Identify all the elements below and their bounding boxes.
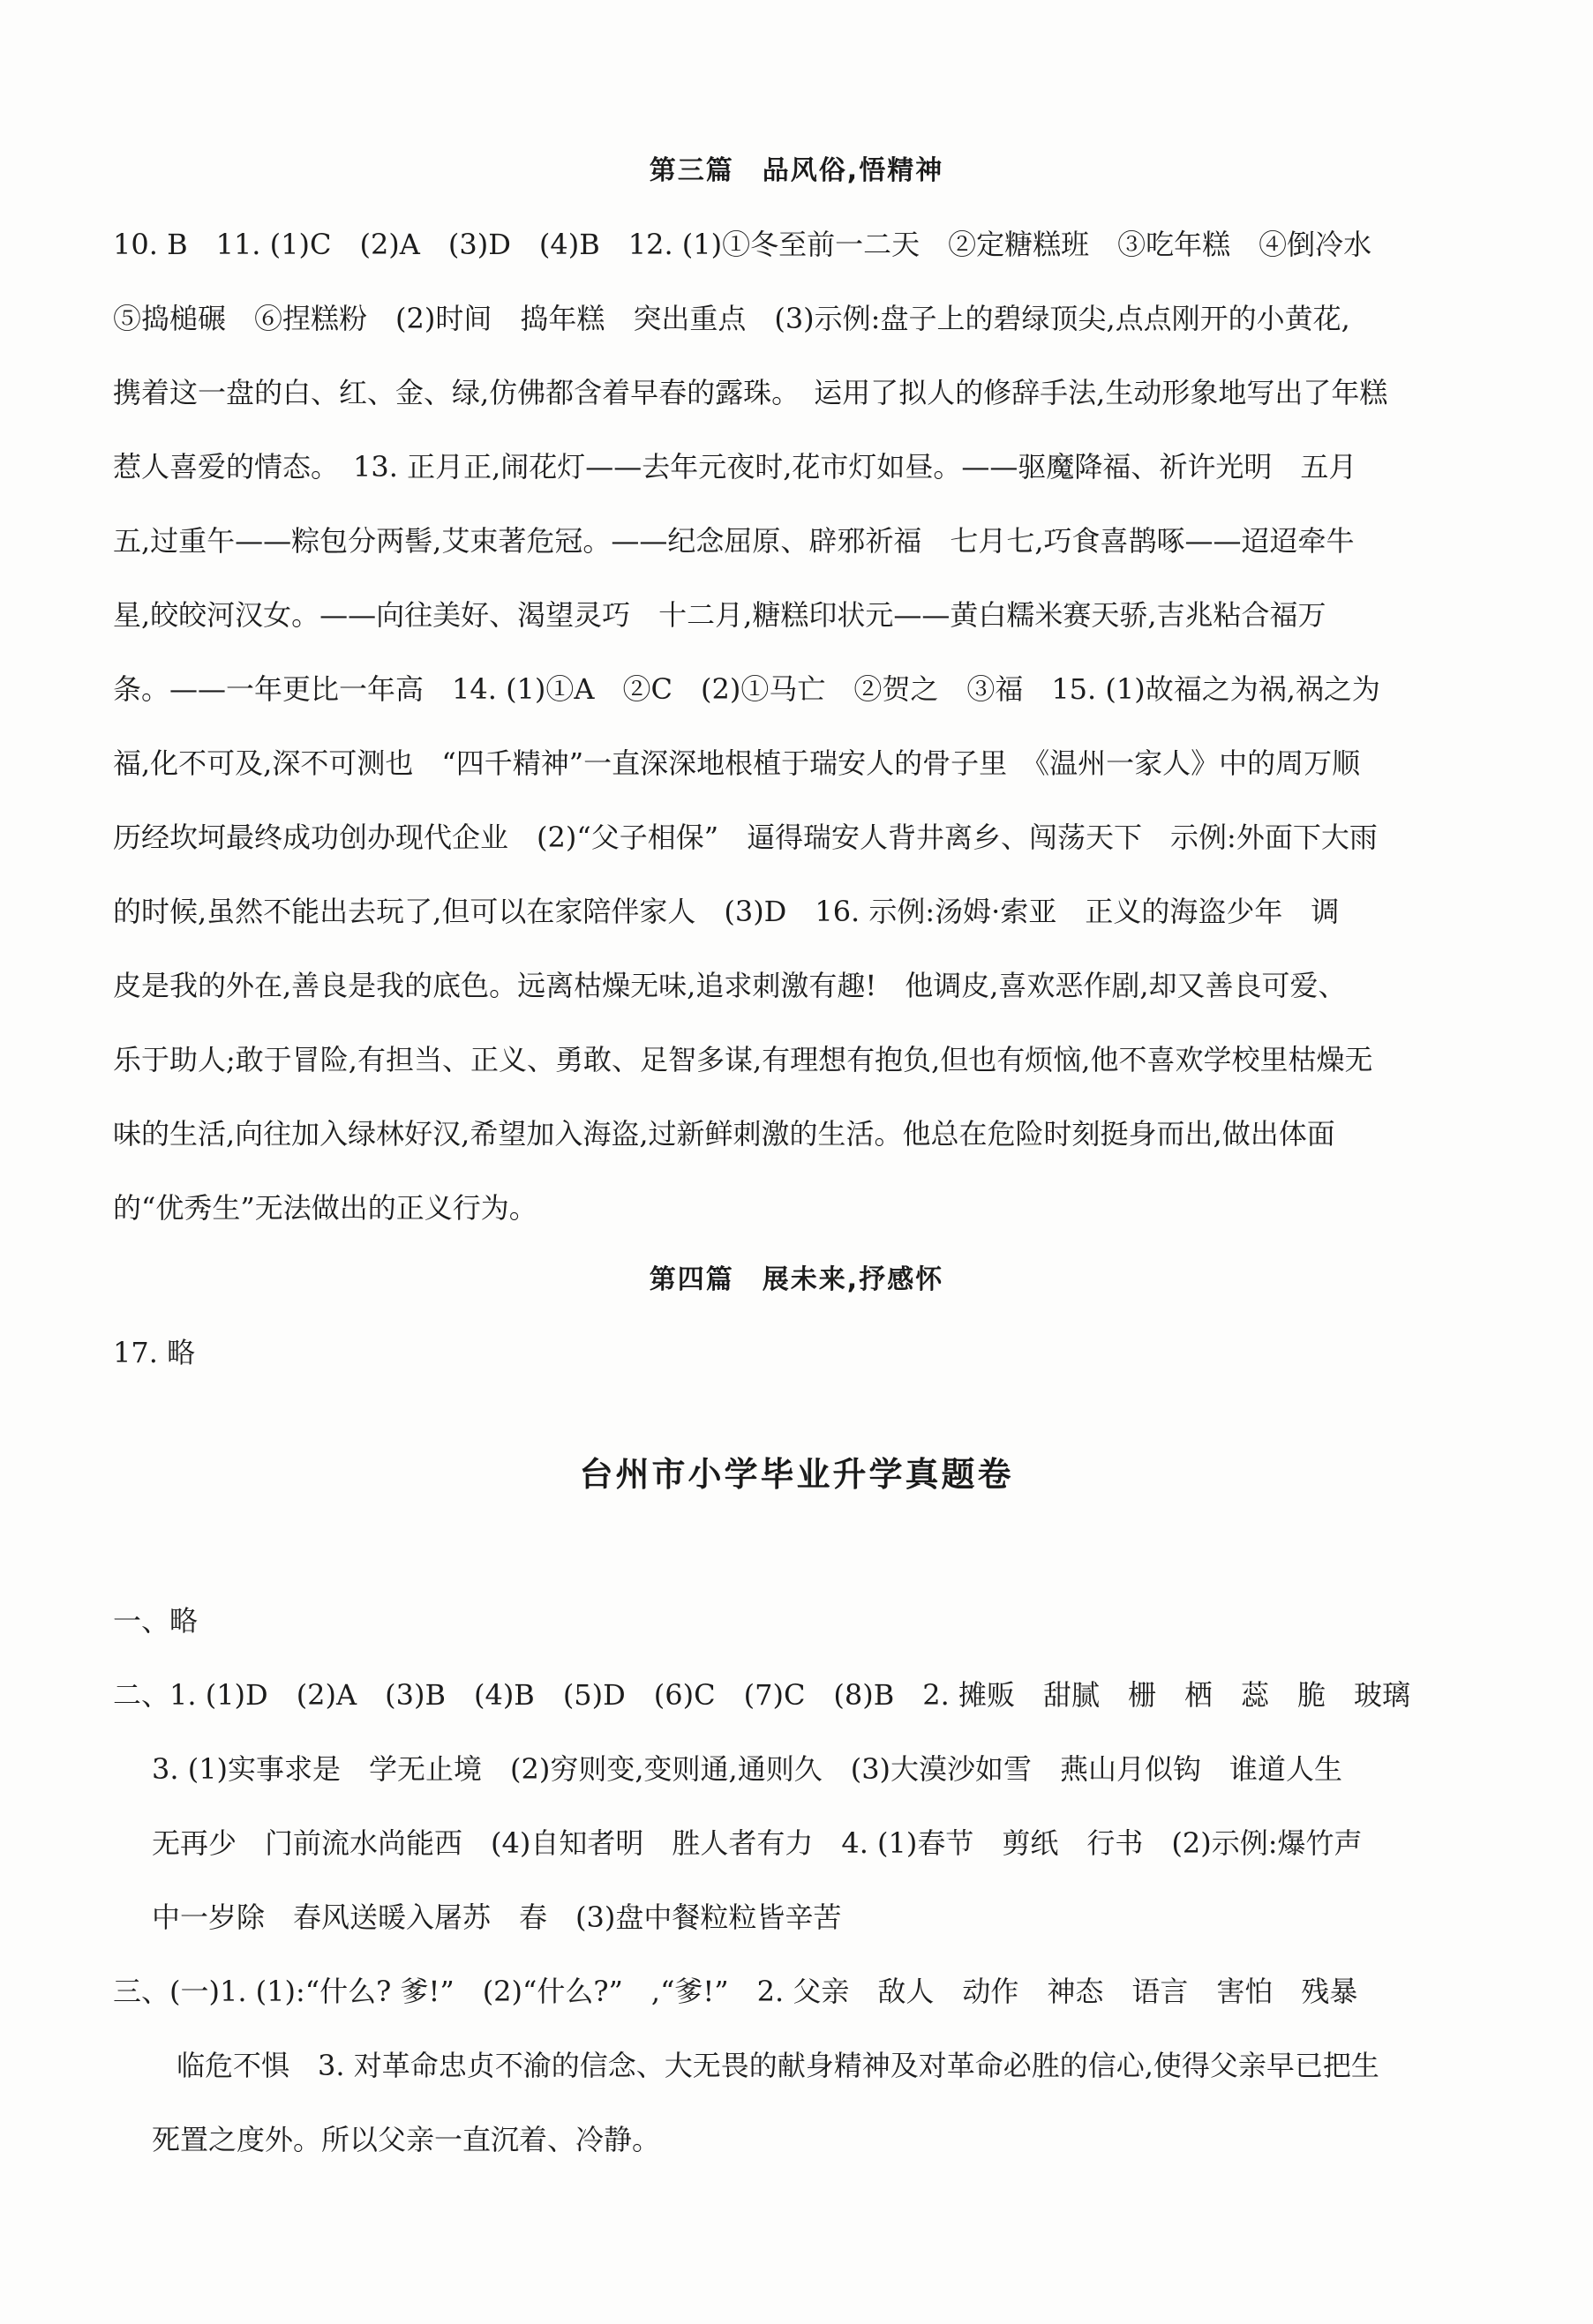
exam-title: 台州市小学毕业升学真题卷 <box>579 1455 1014 1494</box>
answer-line: 条。——一年更比一年高 14. (1)①A ②C (2)①马亡 ②贺之 ③福 15. (1)故福之为祸,祸之为 <box>113 672 1380 706</box>
answer-line: 星,皎皎河汉女。——向往美好、渴望灵巧 十二月,糖糕印状元——黄白糯米赛天骄,吉兆粘合福万 <box>113 598 1326 632</box>
answer-line: 临危不惧 3. 对革命忠贞不渝的信念、大无畏的献身精神及对革命必胜的信心,使得父亲早已把生 <box>177 2049 1379 2082</box>
answer-line: 的时候,虽然不能出去玩了,但可以在家陪伴家人 (3)D 16. 示例:汤姆·索亚 正义的海盗少年 调 <box>113 895 1340 928</box>
answer-line: 三、(一)1. (1):“什么? 爹!” (2)“什么?” ,“爹!” 2. 父亲 敌人 动作 神态 语言 害怕 残暴 <box>113 1975 1358 2008</box>
answer-line: 携着这一盘的白、红、金、绿,仿佛都含着早春的露珠。 运用了拟人的修辞手法,生动形象地写出了年糕 <box>113 376 1388 409</box>
answer-line: 惹人喜爱的情态。 13. 正月正,闹花灯——去年元夜时,花市灯如昼。——驱魔降福、祈许光明 五月 <box>113 450 1357 484</box>
section-title-3: 第三篇 品风俗,悟精神 <box>649 155 944 186</box>
answer-line: 3. (1)实事求是 学无止境 (2)穷则变,变则通,通则久 (3)大漠沙如雪 燕山月似钩 谁道人生 <box>152 1752 1343 1786</box>
answer-line: 五,过重午——粽包分两髻,艾束著危冠。——纪念屈原、辟邪祈福 七月七,巧食喜鹊啄——迢迢牵牛 <box>113 524 1355 558</box>
answer-line: 17. 略 <box>113 1336 196 1369</box>
answer-line: ⑤捣槌碾 ⑥捏糕粉 (2)时间 捣年糕 突出重点 (3)示例:盘子上的碧绿顶尖,点点刚开的小黄花, <box>113 302 1350 335</box>
section-title-4: 第四篇 展未来,抒感怀 <box>649 1264 944 1295</box>
answer-line: 10. B 11. (1)C (2)A (3)D (4)B 12. (1)①冬至前一二天 ②定糖糕班 ③吃年糕 ④倒冷水 <box>113 228 1372 261</box>
answer-line: 历经坎坷最终成功创办现代企业 (2)“父子相保” 逼得瑞安人背井离乡、闯荡天下 示例:外面下大雨 <box>113 821 1378 854</box>
answer-line: 皮是我的外在,善良是我的底色。远离枯燥无味,追求刺激有趣! 他调皮,喜欢恶作剧,却又善良可爱、 <box>113 969 1347 1002</box>
answer-line: 死置之度外。所以父亲一直沉着、冷静。 <box>152 2123 661 2156</box>
answer-line: 的“优秀生”无法做出的正义行为。 <box>113 1191 537 1225</box>
answer-line: 中一岁除 春风送暖入屠苏 春 (3)盘中餐粒粒皆辛苦 <box>152 1900 842 1934</box>
answer-line: 无再少 门前流水尚能西 (4)自知者明 胜人者有力 4. (1)春节 剪纸 行书 (2)示例:爆竹声 <box>152 1826 1363 1860</box>
answer-line: 福,化不可及,深不可测也 “四千精神”一直深深地根植于瑞安人的骨子里 《温州一家人》中的周万顺 <box>113 746 1361 780</box>
answer-line: 二、1. (1)D (2)A (3)B (4)B (5)D (6)C (7)C (8)B 2. 摊贩 甜腻 栅 栖 蕊 脆 玻璃 <box>113 1678 1410 1712</box>
answer-line: 乐于助人;敢于冒险,有担当、正义、勇敢、足智多谋,有理想有抱负,但也有烦恼,他不喜欢学校里枯燥无 <box>113 1043 1373 1076</box>
answer-line: 味的生活,向往加入绿林好汉,希望加入海盗,过新鲜刺激的生活。他总在危险时刻挺身而出,做出体面 <box>113 1117 1335 1151</box>
answer-line: 一、略 <box>113 1604 199 1638</box>
